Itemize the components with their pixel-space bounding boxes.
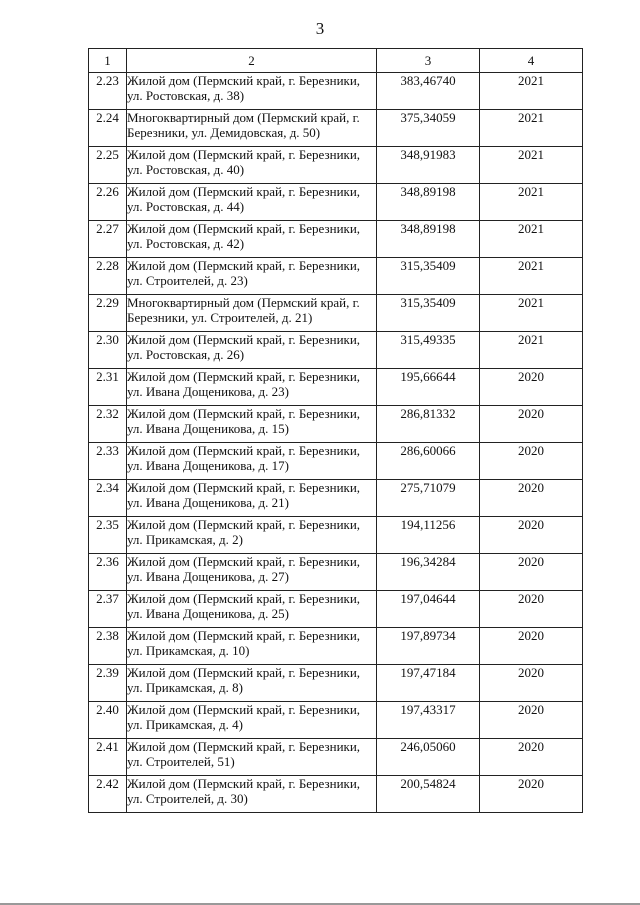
year-value: 2021 (480, 184, 583, 221)
year-value: 2021 (480, 295, 583, 332)
year-value: 2021 (480, 73, 583, 110)
table-row (89, 258, 583, 295)
year-value: 2020 (480, 776, 583, 813)
year-value: 2020 (480, 739, 583, 776)
object-name: Многоквартирный дом (Пермский край, г. Березники, ул. Строителей, д. 21) (127, 295, 377, 332)
table-row (89, 147, 583, 184)
table-row (89, 702, 583, 739)
table-row (89, 480, 583, 517)
row-number: 2.37 (89, 591, 127, 628)
table-row (89, 332, 583, 369)
row-number: 2.33 (89, 443, 127, 480)
table-row (89, 295, 583, 332)
row-number: 2.34 (89, 480, 127, 517)
amount-value: 315,49335 (377, 332, 480, 369)
amount-value: 315,35409 (377, 295, 480, 332)
row-number: 2.41 (89, 739, 127, 776)
amount-value: 286,60066 (377, 443, 480, 480)
column-header-3: 3 (377, 49, 480, 73)
amount-value: 286,81332 (377, 406, 480, 443)
amount-value: 375,34059 (377, 110, 480, 147)
year-value: 2020 (480, 369, 583, 406)
table-row (89, 628, 583, 665)
object-name: Жилой дом (Пермский край, г. Березники, ул. Ивана Дощеникова, д. 27) (127, 554, 377, 591)
header-row (89, 49, 583, 73)
table-row (89, 221, 583, 258)
row-number: 2.42 (89, 776, 127, 813)
object-name: Жилой дом (Пермский край, г. Березники, ул. Строителей, д. 23) (127, 258, 377, 295)
page-number: 3 (315, 19, 325, 38)
amount-value: 195,66644 (377, 369, 480, 406)
year-value: 2020 (480, 517, 583, 554)
object-name: Жилой дом (Пермский край, г. Березники, ул. Ростовская, д. 38) (127, 73, 377, 110)
object-name: Многоквартирный дом (Пермский край, г. Березники, ул. Демидовская, д. 50) (127, 110, 377, 147)
object-name: Жилой дом (Пермский край, г. Березники, ул. Ивана Дощеникова, д. 21) (127, 480, 377, 517)
object-name: Жилой дом (Пермский край, г. Березники, ул. Строителей, 51) (127, 739, 377, 776)
row-number: 2.31 (89, 369, 127, 406)
amount-value: 197,04644 (377, 591, 480, 628)
amount-value: 197,47184 (377, 665, 480, 702)
row-number: 2.24 (89, 110, 127, 147)
amount-value: 194,11256 (377, 517, 480, 554)
table-row (89, 517, 583, 554)
year-value: 2021 (480, 110, 583, 147)
object-name: Жилой дом (Пермский край, г. Березники, ул. Строителей, д. 30) (127, 776, 377, 813)
table-row (89, 554, 583, 591)
year-value: 2021 (480, 221, 583, 258)
column-header-4: 4 (480, 49, 583, 73)
amount-value: 197,43317 (377, 702, 480, 739)
object-name: Жилой дом (Пермский край, г. Березники, ул. Ивана Дощеникова, д. 17) (127, 443, 377, 480)
object-name: Жилой дом (Пермский край, г. Березники, ул. Ивана Дощеникова, д. 15) (127, 406, 377, 443)
amount-value: 197,89734 (377, 628, 480, 665)
table-row (89, 73, 583, 110)
object-name: Жилой дом (Пермский край, г. Березники, ул. Ростовская, д. 26) (127, 332, 377, 369)
table-row (89, 110, 583, 147)
row-number: 2.23 (89, 73, 127, 110)
table-row (89, 739, 583, 776)
row-number: 2.29 (89, 295, 127, 332)
row-number: 2.39 (89, 665, 127, 702)
row-number: 2.36 (89, 554, 127, 591)
year-value: 2020 (480, 554, 583, 591)
amount-value: 348,89198 (377, 184, 480, 221)
amount-value: 196,34284 (377, 554, 480, 591)
table-row (89, 369, 583, 406)
table-row (89, 665, 583, 702)
amount-value: 315,35409 (377, 258, 480, 295)
table-body (89, 73, 583, 813)
year-value: 2020 (480, 591, 583, 628)
year-value: 2020 (480, 406, 583, 443)
row-number: 2.40 (89, 702, 127, 739)
object-name: Жилой дом (Пермский край, г. Березники, ул. Прикамская, д. 8) (127, 665, 377, 702)
object-name: Жилой дом (Пермский край, г. Березники, ул. Прикамская, д. 2) (127, 517, 377, 554)
row-number: 2.38 (89, 628, 127, 665)
object-name: Жилой дом (Пермский край, г. Березники, ул. Ростовская, д. 40) (127, 147, 377, 184)
row-number: 2.27 (89, 221, 127, 258)
table-row (89, 443, 583, 480)
row-number: 2.26 (89, 184, 127, 221)
amount-value: 383,46740 (377, 73, 480, 110)
year-value: 2020 (480, 480, 583, 517)
row-number: 2.35 (89, 517, 127, 554)
data-table (88, 48, 583, 813)
row-number: 2.32 (89, 406, 127, 443)
object-name: Жилой дом (Пермский край, г. Березники, ул. Ростовская, д. 44) (127, 184, 377, 221)
table-row (89, 776, 583, 813)
year-value: 2020 (480, 665, 583, 702)
year-value: 2020 (480, 628, 583, 665)
row-number: 2.30 (89, 332, 127, 369)
amount-value: 275,71079 (377, 480, 480, 517)
row-number: 2.25 (89, 147, 127, 184)
object-name: Жилой дом (Пермский край, г. Березники, ул. Ивана Дощеникова, д. 23) (127, 369, 377, 406)
table-row (89, 406, 583, 443)
year-value: 2020 (480, 702, 583, 739)
year-value: 2021 (480, 332, 583, 369)
object-name: Жилой дом (Пермский край, г. Березники, ул. Ивана Дощеникова, д. 25) (127, 591, 377, 628)
row-number: 2.28 (89, 258, 127, 295)
table-row (89, 591, 583, 628)
object-name: Жилой дом (Пермский край, г. Березники, ул. Ростовская, д. 42) (127, 221, 377, 258)
table-row (89, 184, 583, 221)
year-value: 2021 (480, 258, 583, 295)
amount-value: 246,05060 (377, 739, 480, 776)
object-name: Жилой дом (Пермский край, г. Березники, ул. Прикамская, д. 10) (127, 628, 377, 665)
year-value: 2020 (480, 443, 583, 480)
amount-value: 200,54824 (377, 776, 480, 813)
column-header-2: 2 (127, 49, 377, 73)
amount-value: 348,89198 (377, 221, 480, 258)
column-header-1: 1 (89, 49, 127, 73)
year-value: 2021 (480, 147, 583, 184)
object-name: Жилой дом (Пермский край, г. Березники, ул. Прикамская, д. 4) (127, 702, 377, 739)
amount-value: 348,91983 (377, 147, 480, 184)
